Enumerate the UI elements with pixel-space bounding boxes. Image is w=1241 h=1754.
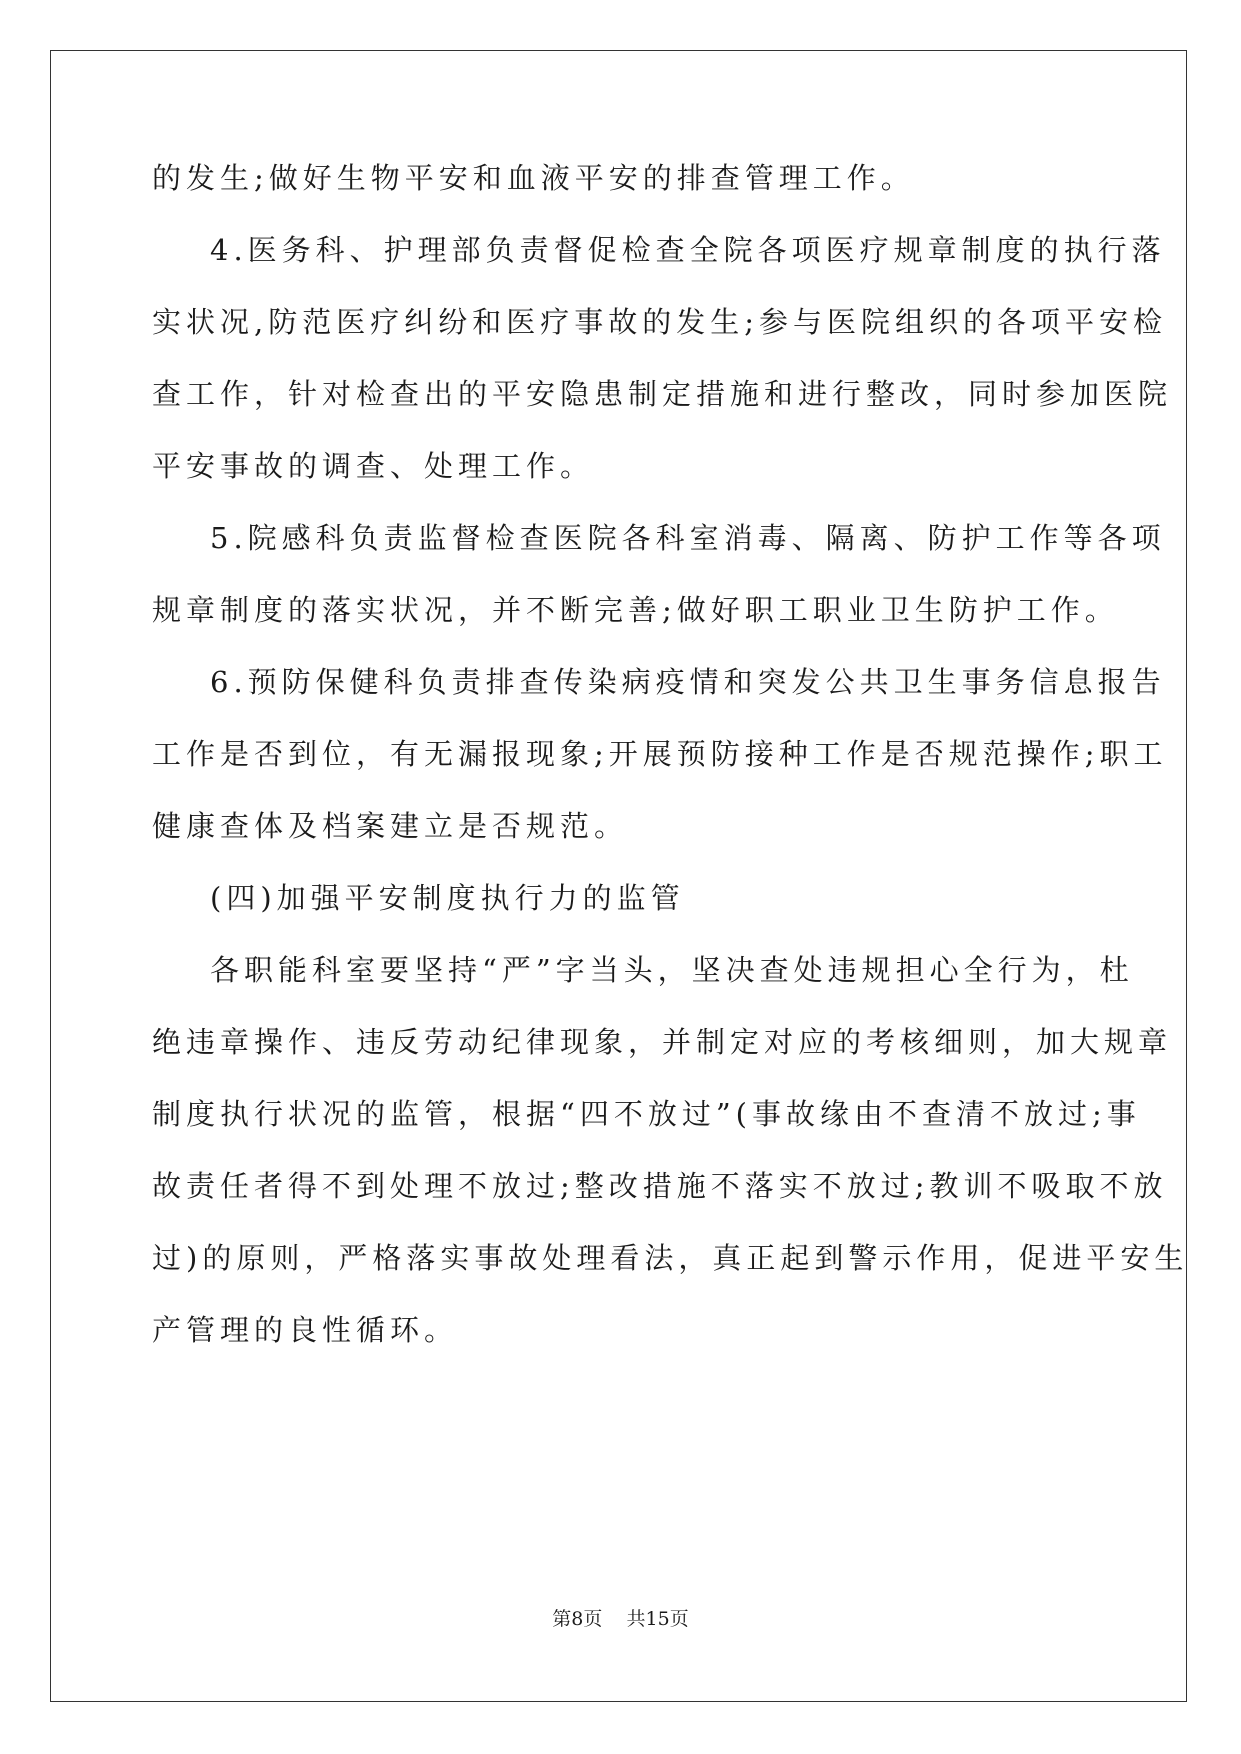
text-line: 平安事故的调查、处理工作。	[152, 449, 595, 483]
text-line: 过)的原则，严格落实事故处理看法，真正起到警示作用，促进平安生	[152, 1241, 1189, 1275]
text-line: 的发生;做好生物平安和血液平安的排查管理工作。	[152, 161, 915, 195]
text-line: 实状况,防范医疗纠纷和医疗事故的发生;参与医院组织的各项平安检	[152, 305, 1167, 339]
text-line: 产管理的良性循环。	[152, 1313, 459, 1347]
text-line: 规章制度的落实状况，并不断完善;做好职工职业卫生防护工作。	[152, 593, 1119, 627]
text-line: 5.院感科负责监督检查医院各科室消毒、隔离、防护工作等各项	[210, 521, 1166, 555]
text-line: 6.预防保健科负责排查传染病疫情和突发公共卫生事务信息报告	[210, 665, 1166, 699]
text-line: 各职能科室要坚持“严”字当头，坚决查处违规担心全行为，杜	[210, 953, 1134, 987]
page-number: 第8页	[552, 1608, 603, 1630]
text-line: 查工作，针对检查出的平安隐患制定措施和进行整改，同时参加医院	[152, 377, 1173, 411]
text-line: 制度执行状况的监管，根据“四不放过”(事故缘由不查清不放过;事	[152, 1097, 1141, 1131]
text-line: 4.医务科、护理部负责督促检查全院各项医疗规章制度的执行落	[210, 233, 1166, 267]
text-line: 绝违章操作、违反劳动纪律现象，并制定对应的考核细则，加大规章	[152, 1025, 1173, 1059]
page-border	[50, 50, 1187, 1702]
text-line: 工作是否到位，有无漏报现象;开展预防接种工作是否规范操作;职工	[152, 737, 1168, 771]
page-footer	[0, 1607, 1241, 1631]
page-total: 共15页	[626, 1608, 689, 1630]
text-line: 健康查体及档案建立是否规范。	[152, 809, 629, 843]
section-heading: (四)加强平安制度执行力的监管	[210, 881, 685, 915]
text-line: 故责任者得不到处理不放过;整改措施不落实不放过;教训不吸取不放	[152, 1169, 1168, 1203]
